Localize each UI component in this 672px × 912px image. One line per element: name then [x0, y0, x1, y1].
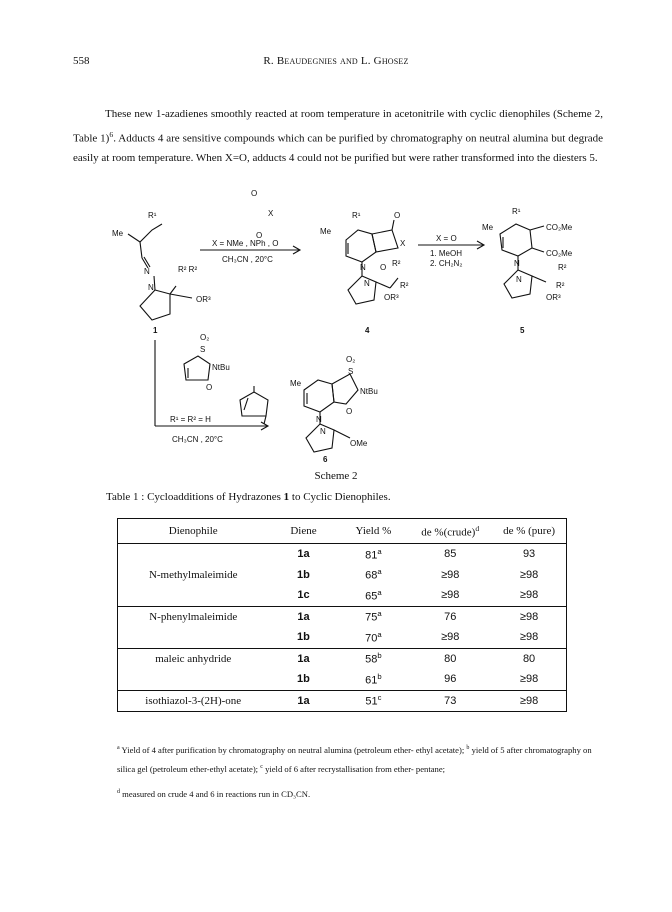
label-dienophile-x: X	[268, 209, 274, 218]
table-caption-suffix: to Cyclic Dienophiles.	[289, 491, 391, 503]
table-row: isothiazol-3-(2H)-one 1a 51$^c$ 73 ≥98	[118, 690, 567, 712]
label-iso-ntbu: NtBu	[212, 363, 230, 372]
label-c6-ntbu: NtBu	[360, 387, 378, 396]
label-dienophile-o-top: O	[251, 190, 258, 198]
label-c4-n: N	[360, 263, 366, 272]
table-row: maleic anhydride 1a 58$^b$ 80 80	[118, 648, 567, 669]
label-c6-o: O	[346, 407, 353, 416]
label-c4-me: Me	[320, 227, 332, 236]
label-c4-o-bottom: O	[380, 263, 387, 272]
label-c5-r1: R¹	[512, 207, 521, 216]
arrow3-below: CH₃CN , 20°C	[172, 435, 223, 444]
header-diene: Diene	[268, 519, 338, 544]
label-c6-me: Me	[290, 379, 302, 388]
label-c6-o2: O₂	[346, 355, 356, 364]
label-c4-o-top: O	[394, 211, 401, 220]
header-yield: Yield %	[338, 519, 408, 544]
label-c1-r1: R¹	[148, 211, 157, 220]
label-c4-r2a: R²	[392, 259, 401, 268]
header-de-pure: de % (pure)	[492, 519, 566, 544]
scheme-caption: Scheme 2	[314, 470, 358, 482]
label-c4-or3: OR³	[384, 293, 399, 302]
label-c4-r2b: R²	[400, 281, 409, 290]
label-c1-ring-n: N	[148, 283, 154, 292]
label-c6-ome: OMe	[350, 439, 368, 448]
label-c5-r2a: R²	[558, 263, 567, 272]
table-row: 1b 70$^a$ ≥98 ≥98	[118, 627, 567, 648]
results-table	[117, 518, 567, 712]
running-head: R. Beaudegnies and L. Ghosez	[263, 55, 409, 67]
label-c4-x: X	[400, 239, 406, 248]
label-compound-1: 1	[153, 326, 158, 335]
table-caption	[106, 491, 391, 503]
intro-text-1: These new 1-azadienes smoothly reacted at room temperature in acetonitrile with cyclic dienophiles (Scheme 2, Table 1)	[73, 108, 603, 145]
label-c1-n: N	[144, 267, 150, 276]
footnote-d: $^d$ measured on crude 4 and 6 in reactions run in CD₃CN.	[117, 788, 311, 799]
label-dienophile-o-bottom: O	[256, 231, 263, 240]
label-c5-co2me-2: CO₂Me	[546, 249, 573, 258]
label-c6-n: N	[316, 415, 322, 424]
page-number: 558	[73, 55, 90, 67]
arrow2-below-2: 2. CH₂N₂	[430, 259, 463, 268]
table-row: 1c 65$^a$ ≥98 ≥98	[118, 585, 567, 606]
arrow2-below-1: 1. MeOH	[430, 249, 463, 258]
label-compound-6: 6	[323, 455, 328, 464]
header-de-crude: de %(crude)$^d$	[408, 519, 492, 544]
label-c5-me: Me	[482, 223, 494, 232]
table-row: 1b 61$^b$ 96 ≥98	[118, 669, 567, 690]
label-iso-o2: O₂	[200, 333, 210, 342]
header-dienophile: Dienophile	[118, 519, 269, 544]
label-iso-s: S	[200, 345, 206, 354]
label-c5-co2me-1: CO₂Me	[546, 223, 573, 232]
table-caption-prefix: Table 1 : Cycloadditions of Hydrazones	[106, 491, 284, 503]
table-footnotes	[117, 740, 597, 803]
label-c1-me: Me	[112, 229, 124, 238]
table-row: N-methylmaleimide 1b 68$^a$ ≥98 ≥98	[118, 565, 567, 586]
table-caption-bold: 1	[283, 491, 290, 503]
table-row: 1a 81$^a$ 85 93	[118, 544, 567, 565]
label-c5-n: N	[514, 259, 520, 268]
scheme-2-diagram	[0, 190, 672, 465]
arrow1-above: X = NMe , NPh , O	[212, 239, 279, 248]
intro-text-2: . Adducts 4 are sensitive compounds which can be purified by chromatography on neutral alumina but degrade easily at room temperature. When X=O, adducts 4 could not be purified but were rather transformed into the diesters 5.	[73, 132, 603, 164]
label-c5-r2b: R²	[556, 281, 565, 290]
label-c6-s: S	[348, 367, 354, 376]
label-c4-r1: R¹	[352, 211, 361, 220]
label-compound-4: 4	[365, 326, 370, 335]
label-compound-5: 5	[520, 326, 525, 335]
arrow2-above: X = O	[436, 234, 457, 243]
label-c1-r2r2: R² R²	[178, 265, 198, 274]
label-c6-ring-n: N	[320, 427, 326, 436]
label-iso-o: O	[206, 383, 213, 392]
arrow1-below: CH₃CN , 20°C	[222, 255, 273, 264]
arrow3-above: R¹ = R² = H	[170, 415, 211, 424]
label-c5-ring-n: N	[516, 275, 522, 284]
footnote-abc: $^a$ Yield of 4 after purification by chromatography on neutral alumina (petroleum ether- ethyl acetate); $^b$ yield of 5 after chromatography on silica gel (petroleum ether-ethyl acetate); $^c$ yield of 6 after recrystallisation from ether- pentane;	[117, 744, 592, 774]
intro-paragraph	[73, 105, 603, 168]
intro-ref: 6	[109, 129, 114, 139]
table-row: N-phenylmaleimide 1a 75$^a$ 76 ≥98	[118, 606, 567, 627]
label-c4-ring-n: N	[364, 279, 370, 288]
label-c1-or3: OR³	[196, 295, 211, 304]
table-header-row	[118, 519, 567, 544]
label-c5-or3: OR³	[546, 293, 561, 302]
